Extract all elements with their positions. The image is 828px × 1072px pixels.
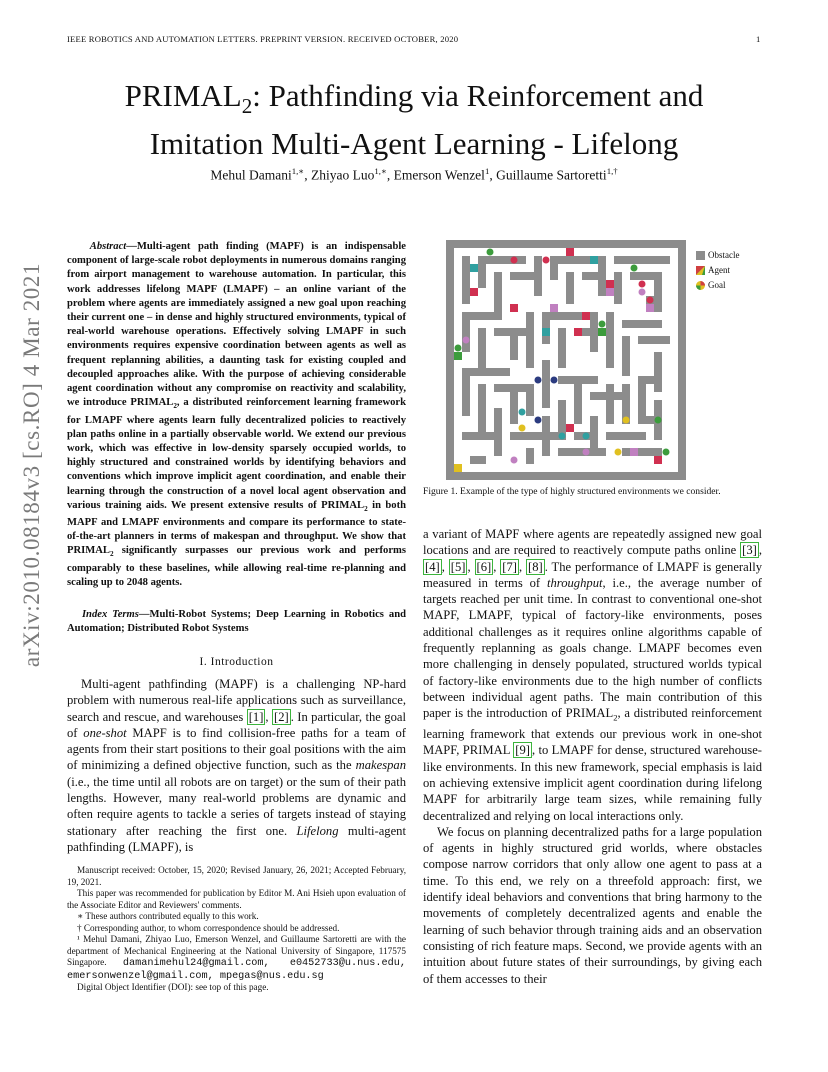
agent-marker (566, 248, 574, 256)
goal-marker (647, 297, 654, 304)
maze-wall (526, 448, 534, 464)
maze-wall (534, 256, 542, 296)
maze-wall (590, 416, 598, 448)
maze-wall (622, 336, 630, 376)
footnote: This paper was recommended for publication by Editor M. Ani Hsieh upon evaluation of the Associate Editor and Reviewers' comments. (67, 888, 406, 910)
index-terms-label: Index Terms (81, 609, 139, 620)
agent-swatch (696, 266, 705, 275)
maze-wall (510, 384, 518, 424)
legend-label: Agent (708, 265, 730, 275)
abstract-text: —Multi-agent path finding (MAPF) is an indispensable component of large-scale robot deployments in numerous domains ranging from airport management to warehouse automation. In particular, this work addresses lifelong MAPF (LMAPF) – an online variant of the problem where agents are immediately assigned a new goal upon reaching their current one – in dense and highly structured environments, typical of real-world warehouse operations. Effectively solving LMAPF in such environments requires expensive coordination between agents as well as frequent replanning abilities, a daunting task for existing coupled and decoupled approaches alike. With the purpose of achieving considerable agent coordination without any compromise on reactivity and scalability, we introduce PRIMAL (67, 241, 406, 409)
abstract-sub: 2 (173, 402, 177, 411)
goal-marker (639, 289, 646, 296)
emphasis: Lifelong (296, 823, 339, 838)
citation-link[interactable]: [9] (515, 743, 530, 758)
body-text: . The performance of LMAPF is generally measured in terms of (423, 559, 763, 590)
obstacle-swatch (696, 251, 705, 260)
maze-wall (462, 368, 470, 416)
paper-title (0, 77, 828, 162)
maze-wall (638, 376, 646, 416)
emphasis: one-shot (83, 725, 127, 740)
author-name: Guillaume Sartoretti (496, 167, 607, 183)
citation-link[interactable]: [4] (425, 559, 440, 574)
goal-marker (655, 417, 662, 424)
author-list: Mehul Damani$^{1,∗}$, Zhiyao Luo$^{1,∗}$, Emerson Wenzel$^1$, Guillaume Sartoretti$^{1,\dagger}$ (210, 166, 618, 183)
abstract-sub: 2 (364, 504, 368, 513)
abstract-text: , a distributed reinforcement learning framework for LMAPF where agents learn fully decentralized policies to reactively plan paths online in a partially observable world. We extend our previous work, which was effective in low-density sparsely occupied worlds, to highly structured and constrained worlds by identifying behaviors and conventions which improve implicit agent coordination, and enable their learning through the construction of a novel local agent observation and various training aids. We present extensive results of PRIMAL (67, 397, 407, 511)
goal-marker (455, 345, 462, 352)
agent-marker (566, 424, 574, 432)
maze-wall (606, 384, 614, 424)
citation-link[interactable]: [5] (450, 559, 466, 574)
goal-marker (559, 433, 566, 440)
agent-marker (470, 264, 478, 272)
maze-wall (478, 328, 486, 368)
goal-swatch (696, 281, 705, 290)
maze-wall (566, 272, 574, 304)
arxiv-stamp: arXiv:2010.08184v3 [cs.RO] 4 Mar 2021 (19, 262, 44, 668)
index-terms (67, 608, 406, 636)
goal-marker (535, 417, 542, 424)
agent-marker (574, 328, 582, 336)
body-text: MAPF is to find collision-free paths for a team of agents from their start positions to their goal positions with the aim of minimizing a defined objective function, such as the (67, 725, 407, 773)
title-line-2: Imitation Multi-Agent Learning - Lifelong (149, 126, 679, 162)
maze-wall (606, 312, 614, 368)
intro-right-column: a variant of MAPF where agents are repeatedly assigned new goal locations and are required to reactively compute paths online [3] , [4] , [5] , [6] , [7] , [8] . The performance of LMAPF is generally measured in terms of throughput, i.e., the average number of targets reached per unit time. In contrast to conventional one-shot MAPF, LMAPF, typical of factory-like environments, poses additional challenges as it requires online algorithms capable of frequently replanning as goals change. LMAPF becomes even more challenging in densely populated, structured worlds typical of factory-like environments due to the high number of conflicts between individual agent paths. The main contribution of this paper is the introduction of $PRIMAL_2$, a distributed reinforcement learning framework that extends our previous work in one-shot MAPF, PRIMAL [9] , to LMAPF for dense, structured warehouse-like environments. In this new framework, special emphasis is laid on achieving extensive implicit agent coordination during lifelong MAPF for arbitrarily large team sizes, while remaining fully decentralized and relying on local interactions only. We focus on planning decentralized paths for a large population of agents in highly structured grid worlds, where obstacles compose narrow corridors that only allow one agent to pass at a time. To this end, we rely on a threefold approach: first, we identify ideal behaviors and conventions that bring harmony to the movements of completely decentralized agents and enable the learning of such behavior through training aids and an observation consisting of rich feature maps. Second, we provide agents with an intuition about future states of their surroundings, by giving each of them accesses to their (423, 527, 763, 986)
goal-marker (551, 377, 558, 384)
maze-wall (542, 416, 550, 456)
goal-marker (519, 409, 526, 416)
citation-link[interactable]: [8] (528, 559, 543, 574)
goal-marker (615, 449, 622, 456)
author-affil: 1,∗ (291, 166, 305, 176)
citation-link[interactable]: [1] (248, 709, 264, 724)
maze-wall (654, 352, 662, 392)
maze-wall (510, 328, 518, 360)
maze-wall (558, 448, 606, 456)
agent-marker (606, 288, 614, 296)
agent-marker (470, 288, 478, 296)
footnotes (67, 864, 406, 994)
body-text: Multi-agent pathfinding (MAPF) is a challenging NP-hard problem with numerous real-life applications such as surveillance, search and rescue, and warehouses (67, 677, 406, 724)
agent-marker (598, 328, 606, 336)
maze-wall (662, 256, 670, 264)
body-text: , to LMAPF for dense, structured warehouse-like environments. In this new framework, special emphasis is laid on achieving extensive implicit agent coordination during lifelong MAPF for arbitrarily large team sizes, while remaining fully decentralized and relying on local interactions only. (423, 743, 762, 823)
footnote: Digital Object Identifier (DOI): see top of this page. (77, 982, 269, 992)
agent-marker (606, 280, 614, 288)
agent-marker (454, 464, 462, 472)
agent-marker (654, 456, 662, 464)
goal-marker (583, 433, 590, 440)
goal-marker (511, 257, 518, 264)
goal-marker (519, 425, 526, 432)
goal-marker (631, 265, 638, 272)
goal-marker (583, 449, 590, 456)
body-text: , i.e., the average number of targets reached per unit time. In contrast to conventional one-shot MAPF, LMAPF, typical of factory-like environments, poses additional challenges as it requires online algorithms capable of frequently replanning as goals change. LMAPF becomes even more challenging in densely populated, structured worlds typical of factory-like environments due to the high number of conflicts between individual agent paths. The main contribution of this paper is the introduction of PRIMAL (423, 575, 762, 721)
maze-wall (550, 256, 558, 280)
agent-marker (630, 448, 638, 456)
emphasis: makespan (355, 758, 406, 773)
maze-wall (542, 360, 550, 408)
maze-wall (494, 272, 502, 312)
goal-marker (543, 257, 550, 264)
goal-marker (535, 377, 542, 384)
abstract (67, 240, 406, 590)
maze-wall (446, 240, 454, 480)
author-affil: 1,∗ (374, 166, 387, 176)
maze-wall (606, 432, 646, 440)
goal-marker (487, 249, 494, 256)
abstract-sub: 2 (109, 550, 114, 559)
footnote: ¹ Mehul Damani, Zhiyao Luo, Emerson Wenzel, and Guillaume Sartoretti are with the department of Mechanical Engineering at the National University of Singapore, 117575 Singapore. (67, 934, 406, 967)
title-part: : Pathfinding via Reinforcement and (252, 78, 704, 113)
agent-marker (542, 328, 550, 336)
maze-wall (494, 408, 502, 456)
agent-marker (590, 256, 598, 264)
maze-wall (590, 312, 598, 352)
goal-marker (663, 449, 670, 456)
maze-wall (526, 312, 534, 368)
maze-wall (598, 256, 606, 296)
maze-wall (446, 472, 686, 480)
agent-marker (550, 304, 558, 312)
title-subscript: 2 (241, 94, 253, 119)
figure-1 (446, 240, 686, 485)
maze-wall (678, 240, 686, 480)
warehouse-maze-image (446, 240, 686, 480)
page-number: 1 (756, 34, 761, 44)
maze-wall (478, 384, 486, 432)
abstract-text: significantly surpasses our previous work and performs comparably to these baselines, while allowing real-time re-planning and scaling up to 2048 agents. (67, 545, 406, 588)
footnote: † Corresponding author, to whom correspondence should be addressed. (77, 922, 340, 933)
footnote: Manuscript received: October, 15, 2020; Revised January, 26, 2021; Accepted February, 19, 2021. (67, 865, 406, 887)
maze-wall (622, 448, 662, 456)
citation-link[interactable]: [7] (502, 559, 517, 574)
goal-marker (639, 281, 646, 288)
emphasis: throughput (546, 575, 603, 590)
goal-marker (623, 417, 630, 424)
legend-item (696, 280, 740, 290)
body-sub: 2 (613, 712, 618, 723)
maze-wall (614, 256, 662, 264)
agent-marker (510, 304, 518, 312)
author-name: Emerson Wenzel (393, 167, 485, 183)
maze-wall (462, 312, 470, 352)
maze-wall (638, 416, 654, 424)
goal-marker (511, 457, 518, 464)
running-header: IEEE ROBOTICS AND AUTOMATION LETTERS. PREPRINT VERSION. RECEIVED OCTOBER, 2020 (67, 34, 459, 44)
author-name: Mehul Damani (210, 167, 292, 183)
maze-wall (526, 384, 534, 416)
maze-wall (462, 256, 470, 304)
maze-wall (622, 320, 662, 328)
author-affil: 1 (484, 166, 490, 176)
body-text: multi-agent pathfinding (LMAPF), is (67, 823, 406, 854)
goal-marker (599, 321, 606, 328)
legend-item (696, 265, 740, 275)
agent-marker (454, 352, 462, 360)
legend-label: Obstacle (708, 250, 740, 260)
author-affil: 1,† (606, 166, 618, 176)
email-list[interactable]: damanimehul24@gmail.com, e0452733@u.nus.edu, emersonwenzel@gmail.com, mpegas@nus.edu.sg (67, 958, 406, 982)
abstract-text: in both MAPF and LMAPF environments and compare its performance to state-of-the-art planners in terms of makespan and throughput. We show that PRIMAL (67, 499, 406, 557)
maze-wall (558, 328, 566, 368)
body-text: , a distributed reinforcement learning framework that extends our previous work in one-shot MAPF, PRIMAL (423, 706, 762, 758)
legend-item (696, 250, 740, 260)
maze-wall (654, 272, 662, 312)
body-text: . In particular, the goal of (67, 709, 406, 740)
title-part: PRIMAL (124, 78, 242, 113)
abstract-label: Abstract (89, 241, 127, 252)
maze-wall (638, 336, 670, 344)
figure-legend (696, 250, 740, 295)
maze-wall (510, 432, 558, 440)
footnote: ∗ These authors contributed equally to this work. (77, 911, 259, 921)
author-name: Zhiyao Luo (311, 167, 375, 183)
legend-label: Goal (708, 280, 726, 290)
maze-wall (574, 376, 582, 424)
citation-link[interactable]: [3] (742, 543, 757, 558)
body-paragraph: We focus on planning decentralized paths for a large population of agents in highly structured grid worlds, where obstacles compose narrow corridors that only allow one agent to pass at a time. To this end, we rely on a threefold approach: first, we identify ideal behaviors and conventions that bring harmony to the movements of completely decentralized agents and enable the learning of such behavior through training aids and an observation consisting of rich feature maps. Second, we provide agents with an intuition about future states of their surroundings, by giving each of them accesses to their (423, 824, 762, 986)
goal-marker (463, 337, 470, 344)
maze-wall (446, 240, 686, 248)
citation-link[interactable]: [2] (274, 709, 289, 724)
body-text: a variant of MAPF where agents are repeatedly assigned new goal locations and are required to reactively compute paths online (423, 527, 762, 558)
body-text: , (265, 709, 272, 724)
maze-wall (614, 272, 622, 304)
maze-wall (478, 256, 486, 288)
index-terms-text: —Multi-Robot Systems; Deep Learning in Robotics and Automation; Distributed Robot Systems (67, 609, 406, 635)
section-heading: I. Introduction (199, 656, 274, 668)
agent-marker (646, 304, 654, 312)
figure-caption: Figure 1. Example of the type of highly structured environments we consider. (423, 486, 721, 497)
intro-left-column (67, 676, 406, 855)
agent-marker (582, 312, 590, 320)
citation-link[interactable]: [6] (476, 559, 492, 574)
maze-wall (470, 456, 486, 464)
body-text: (i.e., the time until all robots are on target) or the sum of their path lengths. However, many real-world problems are dynamic and often require agents to tackle a series of targets instead of staying stationary after reaching the first one. (67, 774, 406, 838)
